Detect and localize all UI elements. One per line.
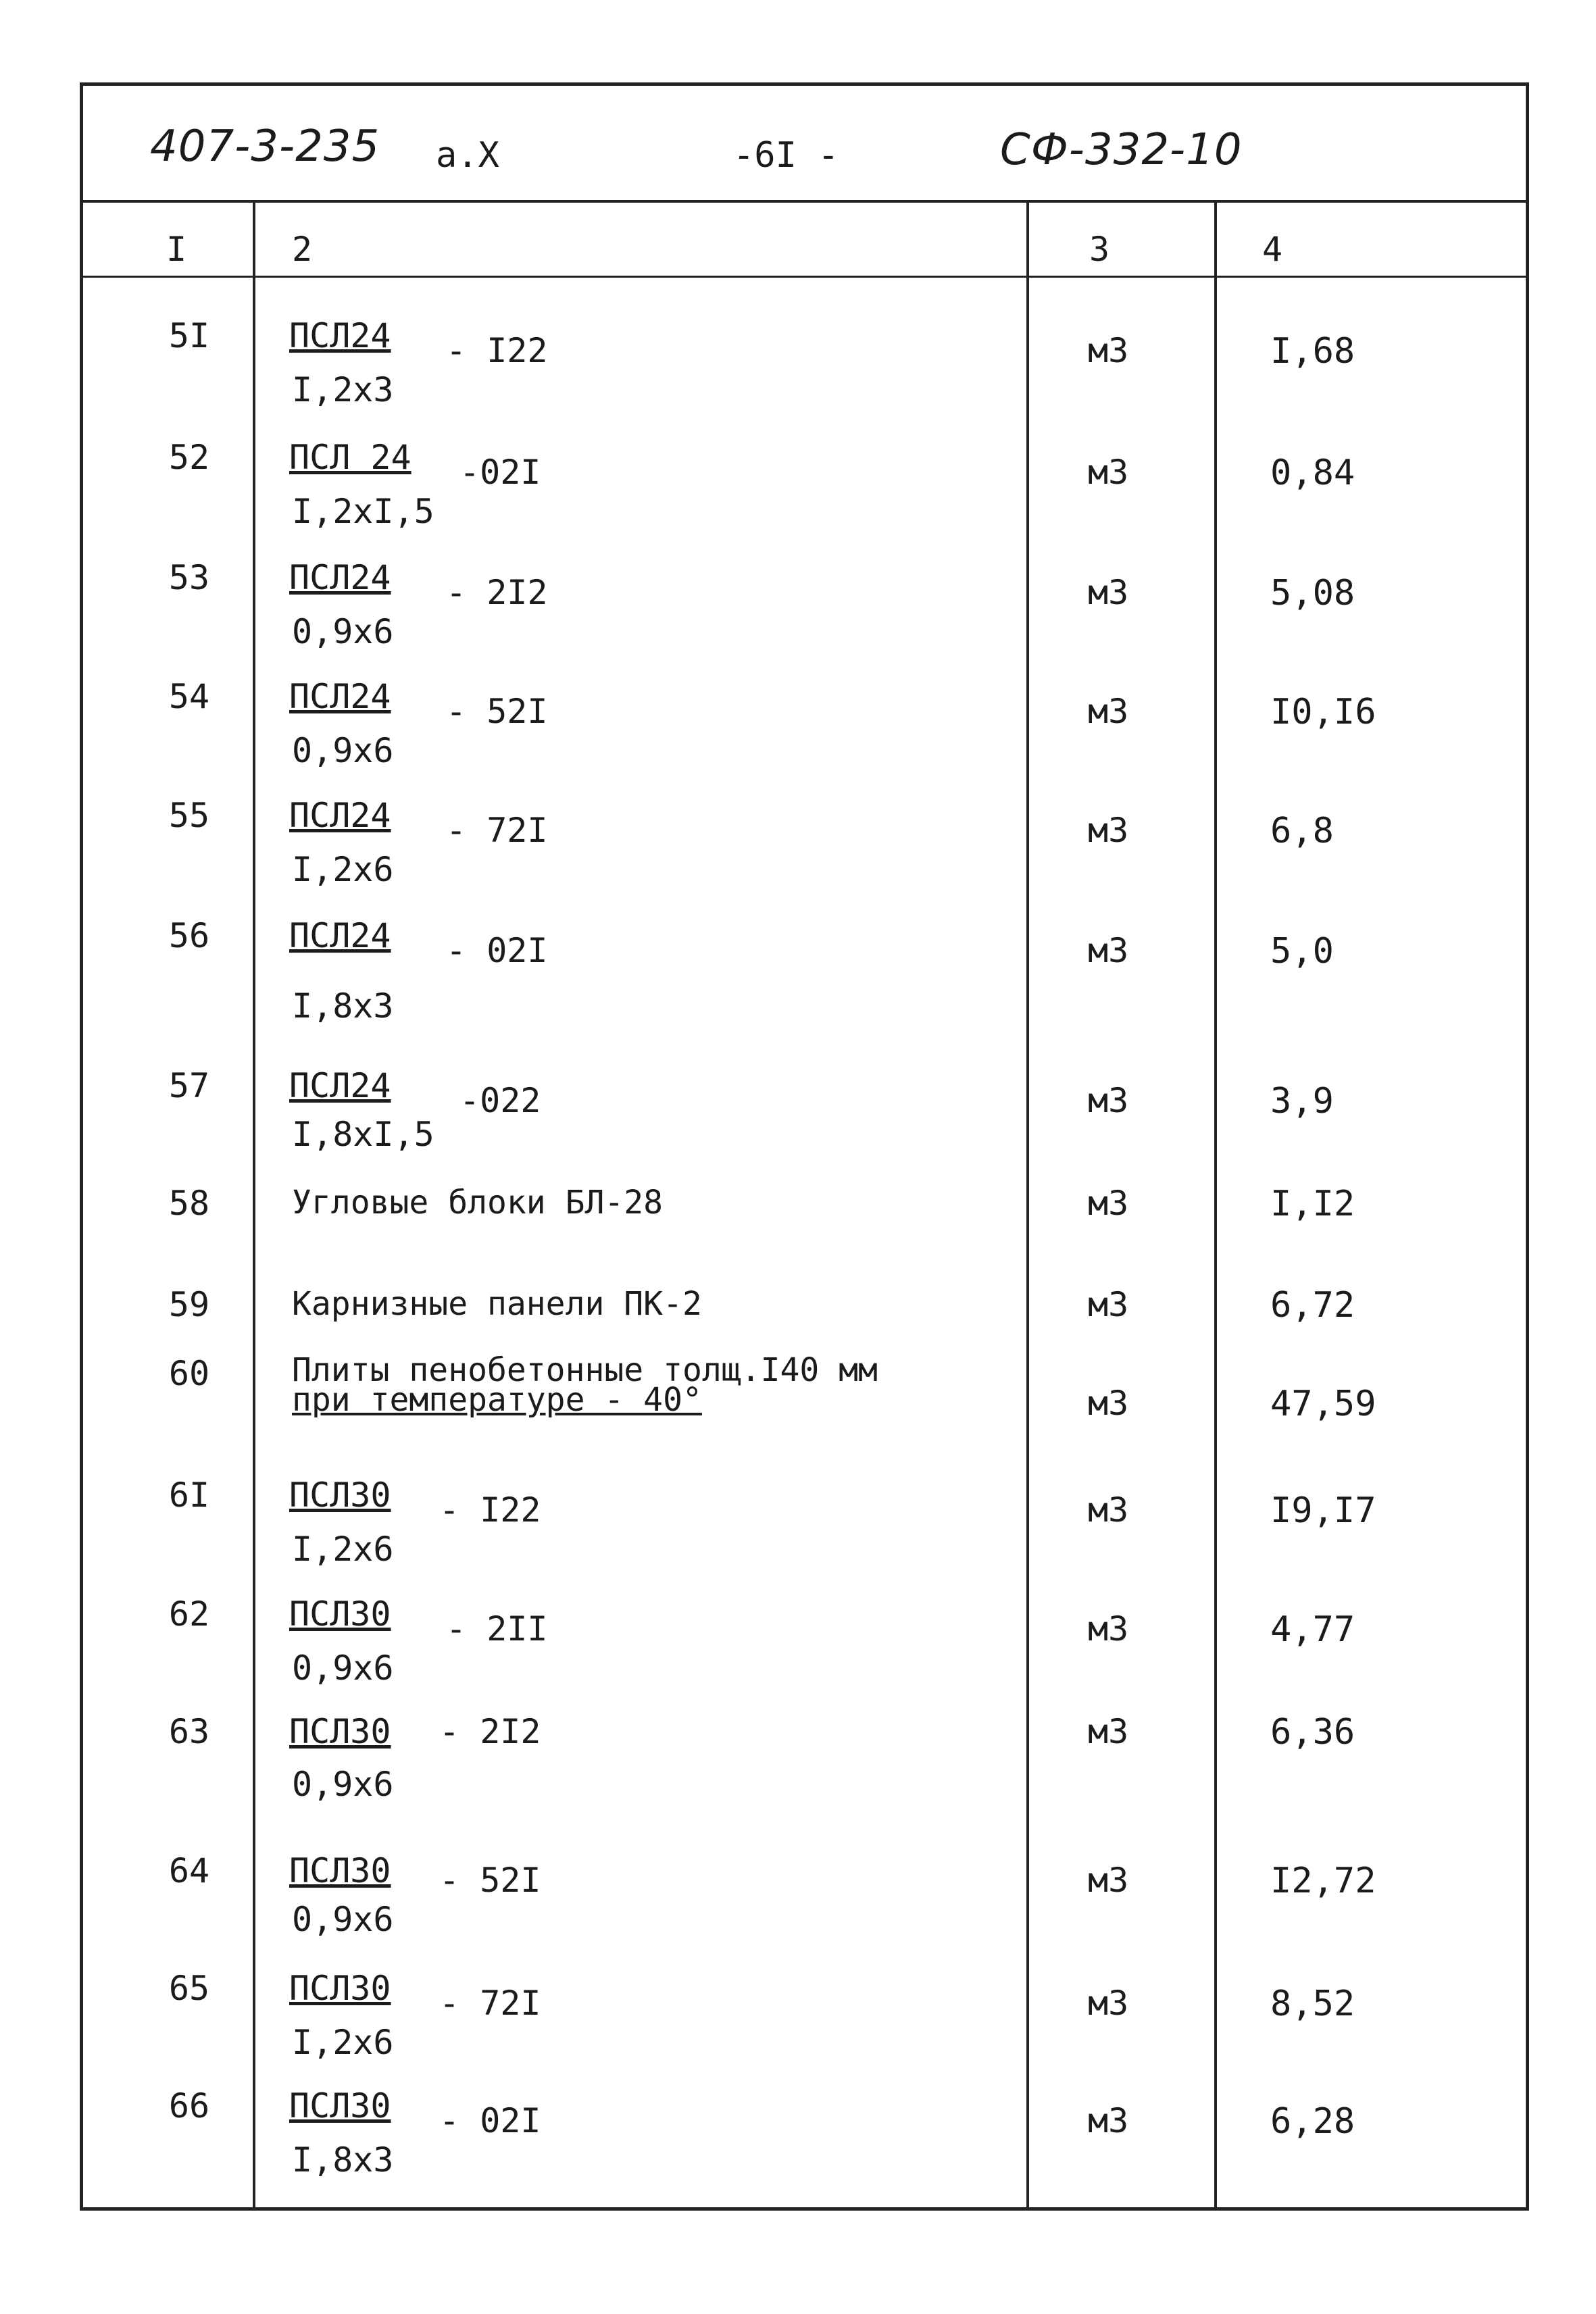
album-label: а.X	[436, 135, 499, 176]
row-unit: м3	[1088, 1285, 1129, 1324]
row-number: 59	[168, 1285, 210, 1324]
row-quantity: 0,84	[1270, 453, 1355, 493]
row-unit: м3	[1088, 453, 1129, 492]
element-dims: 0,9x6	[292, 731, 394, 770]
row-unit: м3	[1088, 1984, 1129, 2023]
column-divider-1	[253, 200, 255, 2211]
element-dims: 0,9x6	[292, 612, 394, 651]
element-mark: ПСЛ30	[289, 1851, 391, 1890]
column-divider-2	[1026, 200, 1029, 2211]
row-description: Угловые блоки БЛ-28	[292, 1184, 664, 1222]
row-unit: м3	[1088, 1609, 1129, 1649]
row-description-line-2: при температуре - 40°	[292, 1381, 702, 1419]
element-mark: ПСЛ30	[289, 1712, 391, 1751]
row-description: Плиты пенобетонные толщ.I40 мм	[292, 1351, 878, 1389]
element-dims: 0,9x6	[292, 1649, 394, 1688]
row-quantity: I0,I6	[1270, 692, 1376, 732]
element-suffix: - 52I	[439, 1861, 541, 1900]
element-mark: ПСЛ24	[289, 1066, 391, 1105]
row-description: Карнизные панели ПК-2	[292, 1285, 702, 1323]
row-quantity: I,68	[1270, 331, 1355, 372]
row-unit: м3	[1088, 1184, 1129, 1223]
element-dims: I,8x3	[292, 2140, 394, 2180]
column-divider-3	[1214, 200, 1217, 2211]
row-unit: м3	[1088, 573, 1129, 612]
element-dims: 0,9x6	[292, 1900, 394, 1939]
element-suffix: - 02I	[439, 2101, 541, 2140]
row-number: 63	[168, 1712, 210, 1751]
element-suffix: - 2I2	[446, 573, 548, 612]
row-number: 53	[168, 558, 210, 597]
row-unit: м3	[1088, 811, 1129, 850]
row-quantity: 6,72	[1270, 1285, 1355, 1326]
row-unit: м3	[1088, 1081, 1129, 1120]
element-dims: I,2x6	[292, 1530, 394, 1569]
row-quantity: 4,77	[1270, 1609, 1355, 1650]
element-dims: I,2x6	[292, 2023, 394, 2062]
row-unit: м3	[1088, 692, 1129, 731]
row-number: 64	[168, 1851, 210, 1890]
row-number: 57	[168, 1066, 210, 1105]
element-mark: ПСЛ30	[289, 1594, 391, 1634]
element-mark: ПСЛ24	[289, 677, 391, 716]
row-number: 62	[168, 1594, 210, 1634]
row-number: 66	[168, 2086, 210, 2126]
element-dims: I,8xI,5	[292, 1115, 434, 1154]
row-quantity: 5,08	[1270, 573, 1355, 613]
row-quantity: I,I2	[1270, 1184, 1355, 1224]
element-dims: I,2x6	[292, 850, 394, 889]
series-code: СФ-332-10	[1000, 125, 1243, 175]
row-number: 58	[168, 1184, 210, 1223]
element-mark: ПСЛ24	[289, 316, 391, 355]
row-unit: м3	[1088, 931, 1129, 970]
element-mark: ПСЛ24	[289, 916, 391, 955]
element-dims: I,2xI,5	[292, 492, 434, 531]
row-number: 60	[168, 1354, 210, 1393]
row-number: 54	[168, 677, 210, 716]
element-dims: I,8x3	[292, 986, 394, 1026]
row-quantity: 3,9	[1270, 1081, 1334, 1122]
element-mark: ПСЛ30	[289, 1476, 391, 1515]
row-quantity: 8,52	[1270, 1984, 1355, 2024]
row-unit: м3	[1088, 2101, 1129, 2140]
element-mark: ПСЛ24	[289, 796, 391, 835]
element-suffix: - 2I2	[439, 1712, 541, 1751]
element-mark: ПСЛ30	[289, 1969, 391, 2008]
element-suffix: - I22	[446, 331, 548, 370]
row-unit: м3	[1088, 1861, 1129, 1900]
row-number: 65	[168, 1969, 210, 2008]
element-suffix: -022	[459, 1081, 541, 1120]
row-unit: м3	[1088, 1490, 1129, 1530]
row-number: 5I	[168, 316, 210, 355]
column-header-2: 2	[292, 230, 313, 269]
row-unit: м3	[1088, 1712, 1129, 1751]
row-quantity: 6,8	[1270, 811, 1334, 851]
element-suffix: - 2II	[446, 1609, 548, 1649]
row-number: 52	[168, 438, 210, 477]
column-header-divider	[80, 276, 1529, 278]
element-mark: ПСЛ24	[289, 558, 391, 597]
doc-code: 407-3-235	[150, 122, 380, 172]
element-suffix: - 72I	[439, 1984, 541, 2023]
element-dims: I,2x3	[292, 370, 394, 409]
row-number: 56	[168, 916, 210, 955]
element-suffix: - 52I	[446, 692, 548, 731]
row-unit: м3	[1088, 331, 1129, 370]
row-quantity: I9,I7	[1270, 1490, 1376, 1531]
element-suffix: - 72I	[446, 811, 548, 850]
column-header-1: I	[166, 230, 187, 269]
row-quantity: 47,59	[1270, 1384, 1376, 1424]
row-unit: м3	[1088, 1384, 1129, 1423]
page-number: -6I -	[733, 135, 839, 176]
row-quantity: I2,72	[1270, 1861, 1376, 1901]
element-suffix: -02I	[459, 453, 541, 492]
row-number: 6I	[168, 1476, 210, 1515]
row-number: 55	[168, 796, 210, 835]
column-header-3: 3	[1089, 230, 1110, 269]
row-quantity: 6,28	[1270, 2101, 1355, 2142]
header-divider	[80, 200, 1529, 203]
element-suffix: - I22	[439, 1490, 541, 1530]
element-mark: ПСЛ30	[289, 2086, 391, 2126]
element-suffix: - 02I	[446, 931, 548, 970]
element-dims: 0,9x6	[292, 1765, 394, 1804]
element-mark: ПСЛ 24	[289, 438, 412, 477]
row-quantity: 6,36	[1270, 1712, 1355, 1753]
column-header-4: 4	[1262, 230, 1283, 269]
row-quantity: 5,0	[1270, 931, 1334, 972]
